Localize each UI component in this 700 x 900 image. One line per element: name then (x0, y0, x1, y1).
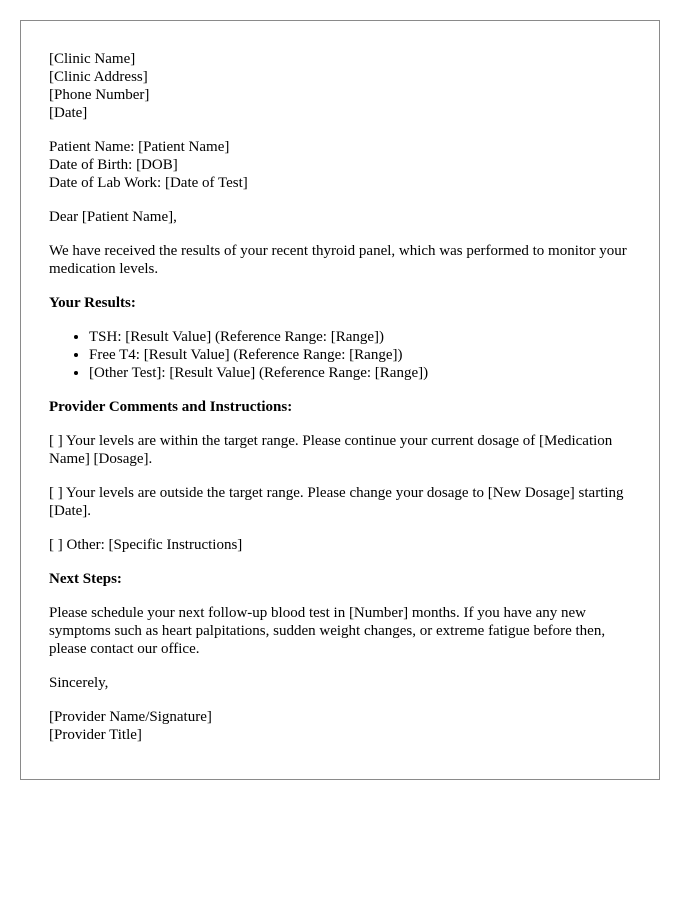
letter-page (20, 20, 660, 780)
result-item-other: • [Other Test]: [Result Value] (Reference Range: [Range]) (89, 364, 631, 382)
lab-date-line: Date of Lab Work: [Date of Test] (49, 175, 248, 191)
clinic-address: [Clinic Address] (49, 69, 148, 85)
clinic-name: [Clinic Name] (49, 51, 136, 67)
option-outside-range: [ ] Your levels are outside the target range. Please change your dosage to [New Dosage] starting [Date]. (49, 485, 624, 519)
provider-title: [Provider Title] (49, 727, 142, 743)
option-within-range: [ ] Your levels are within the target range. Please continue your current dosage of [Medication Name] [Dosage]. (49, 433, 613, 467)
clinic-phone: [Phone Number] (49, 87, 150, 103)
clinic-header (49, 50, 631, 122)
comments-heading: Provider Comments and Instructions: (49, 399, 293, 415)
patient-info (49, 138, 631, 192)
result-item-tsh: • TSH: [Result Value] (Reference Range: [Range]) (89, 328, 631, 346)
option-other: [ ] Other: [Specific Instructions] (49, 537, 243, 553)
sign-off: Sincerely, (49, 675, 109, 691)
salutation: Dear [Patient Name], (49, 209, 177, 225)
result-item-free-t4: • Free T4: [Result Value] (Reference Range: [Range]) (89, 346, 631, 364)
results-heading: Your Results: (49, 295, 136, 311)
next-steps-paragraph: Please schedule your next follow-up blood test in [Number] months. If you have any new symptoms such as heart palpitations, sudden weight changes, or extreme fatigue before then, please contact our office. (49, 605, 606, 657)
patient-name-line: Patient Name: [Patient Name] (49, 139, 230, 155)
results-list (49, 328, 631, 382)
intro-paragraph: We have received the results of your recent thyroid panel, which was performed to monitor your medication levels. (49, 243, 627, 277)
signature-block (49, 708, 631, 744)
provider-name: [Provider Name/Signature] (49, 709, 212, 725)
next-steps-heading: Next Steps: (49, 571, 122, 587)
patient-dob-line: Date of Birth: [DOB] (49, 157, 178, 173)
letter-date: [Date] (49, 105, 88, 121)
